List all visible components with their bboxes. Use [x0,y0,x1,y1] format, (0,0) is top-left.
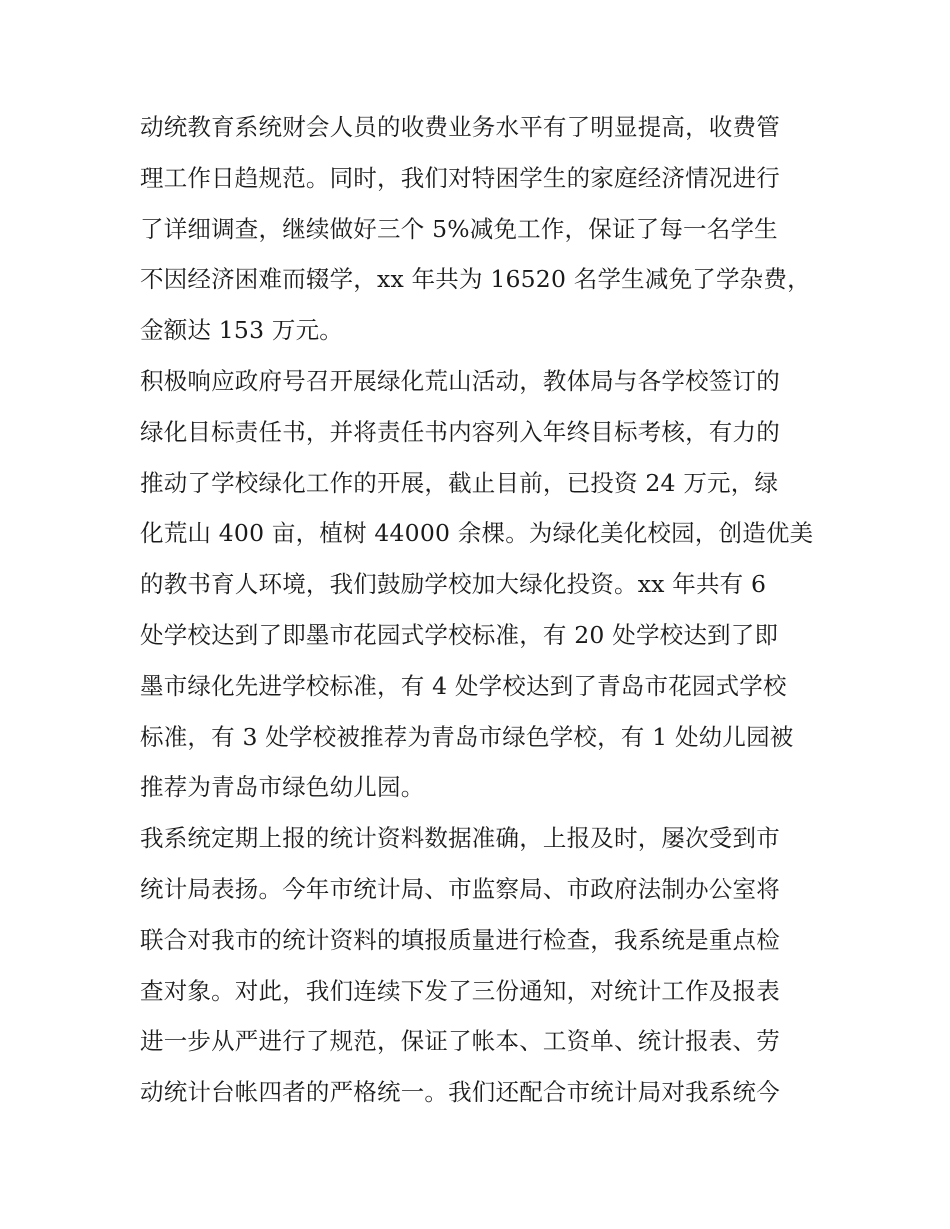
document-page [140,102,812,1118]
text-line-8: 推动了学校绿化工作的开展，截止目前，已投资 24 万元，绿 [140,468,779,497]
text-line-11: 处学校达到了即墨市花园式学校标准，有 20 处学校达到了即 [140,620,779,649]
text-line-7: 绿化目标责任书，并将责任书内容列入年终目标考核，有力的 [140,417,780,446]
text-line-20: 动统计台帐四者的严格统一。我们还配合市统计局对我系统今 [140,1078,780,1107]
text-line-1: 动统教育系统财会人员的收费业务水平有了明显提高，收费管 [140,113,780,141]
text-line-17: 联合对我市的统计资料的填报质量进行检查，我系统是重点检 [140,925,780,954]
text-line-9: 化荒山 400 亩，植树 44000 余棵。为绿化美化校园，创造优美 [140,519,814,548]
text-line-14: 推荐为青岛市绿色幼儿园。 [140,773,425,802]
text-line-15: 我系统定期上报的统计资料数据准确，上报及时，屡次受到市 [140,824,780,853]
text-line-5: 金额达 153 万元。 [140,316,343,345]
text-line-6: 积极响应政府号召开展绿化荒山活动，教体局与各学校签订的 [140,366,780,395]
text-line-18: 查对象。对此，我们连续下发了三份通知，对统计工作及报表 [140,976,780,1005]
text-line-12: 墨市绿化先进学校标准，有 4 处学校达到了青岛市花园式学校 [140,671,787,700]
text-line-2: 理工作日趋规范。同时，我们对特困学生的家庭经济情况进行 [140,163,780,192]
text-line-16: 统计局表扬。今年市统计局、市监察局、市政府法制办公室将 [140,874,780,903]
text-line-10: 的教书育人环境，我们鼓励学校加大绿化投资。xx 年共有 6 [140,570,767,599]
text-line-19: 进一步从严进行了规范，保证了帐本、工资单、统计报表、劳 [140,1027,780,1056]
text-line-3: 了详细调查，继续做好三个 5%减免工作，保证了每一名学生 [140,214,778,243]
text-line-4: 不因经济困难而辍学，xx 年共为 16520 名学生减免了学杂费， [140,265,811,294]
text-line-13: 标准，有 3 处学校被推荐为青岛市绿色学校，有 1 处幼儿园被 [140,722,794,751]
